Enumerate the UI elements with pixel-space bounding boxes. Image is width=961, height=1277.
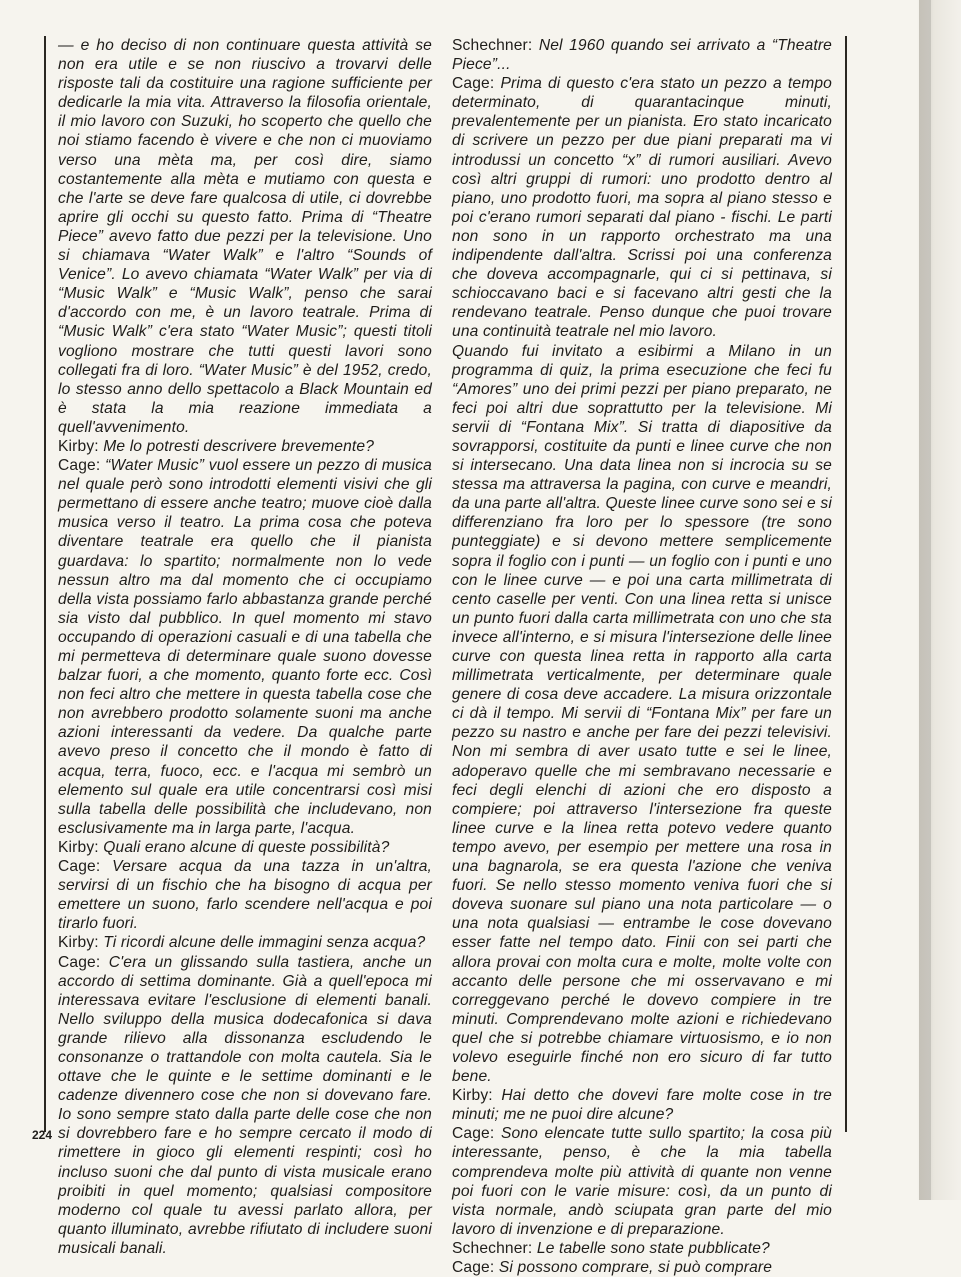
speaker-label: Kirby: [58, 838, 99, 856]
paragraph-text: Si possono comprare, si può comprare [498, 1259, 773, 1276]
paragraph-text: Sono elencate tutte sullo spartito; la cosa più interessante, penso, è che la mia tabella comprendeva molte più attività di quante non venne poi fuori con le varie misure: così, da un punto di vista normale, andò sciupata gran parte del mio lavoro di invenzione e di preparazione. [452, 1125, 832, 1238]
paragraph [58, 857, 432, 933]
paragraph-text: Le tabelle sono state pubblicate? [536, 1239, 770, 1257]
speaker-label: Schechner: [452, 1239, 533, 1257]
paragraph-text: Quali erano alcune di queste possibilità? [103, 838, 390, 856]
paragraph [452, 74, 832, 341]
page-number: 224 [32, 1128, 53, 1142]
speaker-label: Cage: [58, 858, 101, 876]
right-margin-rule [845, 36, 847, 1132]
speaker-label: Cage: [452, 1125, 495, 1143]
right-column [452, 36, 832, 1277]
paragraph-text: — e ho deciso di non continuare questa attività se non era utile e se non riuscivo a trovarvi delle risposte tali da costituire una ragione sufficiente per dedicarle la mia vita. Attraverso la filosofia orientale, il mio lavoro con Suzuki, ho scoperto che quello che noi stiamo facendo è vivere e che non ci muoviamo verso una mèta ma, per così dire, siamo costantemente alla mèta e mutiamo con questa e che l'arte se deve fare qualcosa di utile, ci dovrebbe aprire gli occhi su questo fatto. Prima di “Theatre Piece” avevo fatto due pezzi per la televisione. Uno si chiamava “Water Walk” e l'altro “Sounds of Venice”. Lo avevo chiamata “Water Walk” per via di “Music Walk” e “Music Walk”, penso che sarai d'accordo con me, è un lavoro teatrale. Prima di “Music Walk” c'era stato “Water Music”; questi titoli vogliono mostrare che tutti questi lavori sono collegati fra di loro. “Water Music” è del 1952, credo, lo stesso anno dello spettacolo a Black Mountain ed è stata la mia reazione immediata a quell'avvenimento. [58, 37, 432, 436]
speaker-label: Cage: [58, 953, 101, 971]
paragraph [452, 1086, 832, 1124]
speaker-label: Cage: [58, 457, 101, 475]
speaker-label: Cage: [452, 1259, 495, 1276]
paragraph-text: Nel 1960 quando sei arrivato a “Theatre Piece”... [452, 37, 832, 74]
paragraph [452, 1124, 832, 1239]
speaker-label: Kirby: [452, 1087, 493, 1105]
speaker-label: Kirby: [58, 437, 99, 455]
left-column [58, 36, 432, 1258]
page-gutter-shadow [917, 0, 931, 1200]
left-margin-rule [44, 36, 46, 1132]
paragraph [452, 1258, 832, 1277]
paragraph [58, 437, 432, 456]
paragraph [58, 838, 432, 857]
paragraph [58, 953, 432, 1259]
paragraph [58, 933, 432, 952]
speaker-label: Kirby: [58, 934, 99, 952]
paragraph [452, 342, 832, 1087]
paragraph [58, 36, 432, 437]
paragraph-text: Prima di questo c'era stato un pezzo a tempo determinato, di quarantacinque minuti, prevalentemente per un pianista. Ero stato incaricato di scrivere un pezzo per due piani preparati ma vi introdussi un concetto “x” di rumori ausiliari. Avevo così altri gruppi di rumori: uno prodotto dentro al piano, uno prodotto fuori, ma sopra al piano stesso e poi c'erano rumori separati dal piano - fischi. Le parti non sono in un rapporto orchestrato ma una indipendente dall'altra. Scrissi poi una conferenza che doveva accompagnarle, qui ci si pettinava, si schioccavano baci e si facevano altri gesti che la rendevano teatrale. Penso dunque che puoi trovare una continuità teatrale nel mio lavoro. [452, 75, 833, 341]
paragraph-text: C'era un glissando sulla tastiera, anche un accordo di settima dominante. Già a quell'epoca mi interessava evitare l'esclusione di elementi banali. Nello sviluppo della musica dodecafonica si dava grande rilievo alla dissonanza escludendo le consonanze o trattandole con molta cautela. Sia le ottave che le quinte e le settime dominanti e le cadenze divennero cose che non si dovevano fare. Io sono sempre stato dalla parte delle cose che non si dovrebbero fare e ho sempre cercato il modo di rimettere in gioco gli elementi respinti; così ho incluso suoni che dal punto di vista musicale erano proibiti in quel momento; qualsiasi compositore moderno col quale tu avessi parlato allora, per quanto illuminato, avrebbe rifiutato di includere suoni musicali banali. [58, 953, 432, 1257]
paragraph-text: Versare acqua da una tazza in un'altra, servirsi di un fischio che ha bisogno di acqua per emettere un suono, farlo scendere nell'acqua e poi tirarlo fuori. [58, 858, 432, 933]
paragraph-text: Quando fui invitato a esibirmi a Milano in un programma di quiz, la prima esecuzione che feci fu “Amores” uno dei primi pezzi per piano preparato, ne feci poi altri due soprattutto per la televisione. Mi servii di “Fontana Mix”. Si tratta di diapositive da sovrapporsi, costituite da punti e linee curve che non si intersecano. Una data linea non si incrocia su se stessa ma attraversa la pagina, con curve e meandri, da una parte all'altra. Queste linee curve sono sei e si differenziano fra loro per lo spessore (tre sono punteggiate) e si devono mettere semplicemente sopra il foglio con i punti — un foglio con i punti e uno con le linee curve — e poi una carta millimetrata di cento caselle per venti. Con una linea retta si unisce un punto fuori dalla carta millimetrata con uno che sta invece all'interno, e si misura l'intersezione delle linee curve con questa linea retta in rapporto alla carta millimetrata verticalmente, per determinare quale genere di cosa deve accadere. La misura orizzontale ci dà il tempo. Mi servii di “Fontana Mix” per fare un pezzo su nastro e anche per fare dei pezzi televisivi. Non mi sembra di aver usato tutte e sei le linee, adoperavo quelle che mi sembravano necessarie e feci degli elenchi di azioni che ero disposto a compiere; poi attraverso l'intersezione fra queste linee curve e la linea retta potevo vedere quanto tempo avevo, per esempio per mettere una rosa in una bagnarola, se era questa l'azione che veniva fuori. Se nello stesso momento veniva fuori che si doveva suonare sul piano una nota particolare — o una nota qualsiasi — entrambe le cose dovevano esser fatte nel tempo dato. Finii con sei parti che allora provai con molta cura e molte, molte volte con accanto delle persone che mi osservavano e mi correggevano perché le dovevo compiere in tre minuti. Comprendevano molte azioni e richiedevano quel che si potrebbe chiamare virtuosismo, e io non volevo eseguirle finché non ero sicuro di far tutto bene. [452, 342, 832, 1086]
paragraph [452, 1239, 832, 1258]
paragraph [58, 456, 432, 838]
speaker-label: Cage: [452, 75, 495, 93]
paragraph-text: “Water Music” vuol essere un pezzo di musica nel quale però sono introdotti elementi visivi che gli permettano di essere anche teatro; muove cioè dalla musica verso il teatro. La prima cosa che poteva diventare teatrale era quello che il pianista guardava: lo spartito; normalmente non lo vede nessun altro ma dal momento che ci occupiamo della vista possiamo farlo abbastanza grande perché sia visto dal pubblico. In quel momento mi stavo occupando di operazioni casuali e di una tabella che mi permetteva di determinare quale suono dovesse balzar fuori, a che momento, quanto forte ecc. Così non feci altro che mettere in questa tabella cose che non avrebbero prodotto solamente suoni ma anche azioni interessanti da vedere. Da qualche parte avevo preso il concetto che il mondo è fatto di acqua, terra, fuoco, ecc. e l'acqua mi sembrò un elemento sul quale era utile concentrarsi così misi sulla tabella delle possibilità che includevano, non esclusivamente ma in larga parte, l'acqua. [58, 457, 432, 837]
paragraph [452, 36, 832, 74]
speaker-label: Schechner: [452, 37, 533, 54]
paragraph-text: Hai detto che dovevi fare molte cose in tre minuti; me ne puoi dire alcune? [452, 1087, 833, 1124]
paragraph-text: Ti ricordi alcune delle immagini senza acqua? [103, 934, 426, 952]
paragraph-text: Me lo potresti descrivere brevemente? [103, 437, 375, 455]
